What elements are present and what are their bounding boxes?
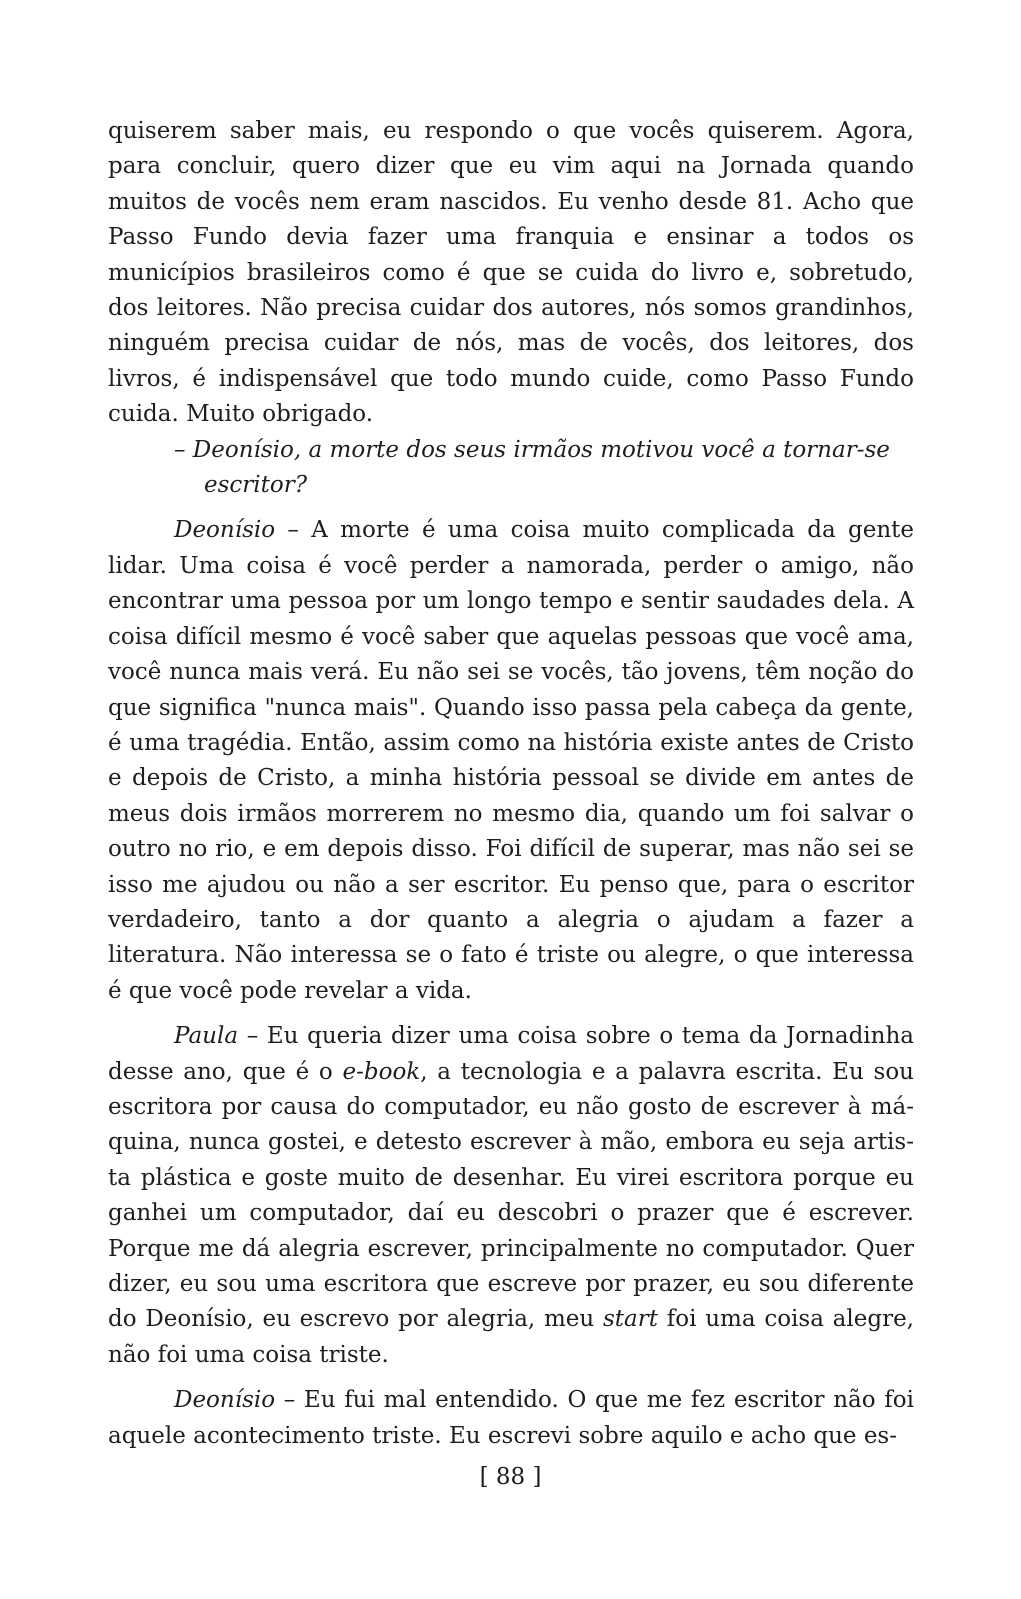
- speaker-name: Paula: [174, 1023, 239, 1050]
- answer-text: , a tecnologia e a palavra escrita. Eu sou escritora por causa do computador, eu não gosto de escrever à máquina, nunca gostei, e detesto escrever à mão, embora eu seja artista plástica e goste muito de desenhar. Eu virei escritora porque eu ganhei um computador, daí eu descobri o prazer que é escrever. Porque me dá alegria escrever, principalmente no computador. Quer dizer, eu sou uma escritora que escreve por prazer, eu sou diferente do Deonísio, eu escrevo por alegria, meu: [108, 1058, 914, 1333]
- paragraph-paula-answer: [108, 1019, 914, 1373]
- answer-text: – Eu queria dizer uma coisa sobre o tema da Jornadinha desse ano, que é o: [108, 1023, 914, 1085]
- answer-text: foi uma coisa alegre, não foi uma coisa triste.: [108, 1306, 914, 1368]
- paragraph-closing-remarks: quiserem saber mais, eu respondo o que vocês quiserem. Agora, para concluir, quero dizer que eu vim aqui na Jornada quando muitos de vocês nem eram nascidos. Eu venho desde 81. Acho que Passo Fundo devia fazer uma franquia e ensinar a todos os municípios brasileiros como é que se cuida do livro e, sobretudo, dos leitores. Não precisa cuidar dos autores, nós somos grandinhos, ninguém precisa cuidar de nós, mas de vocês, dos leitores, dos livros, é indispensável que todo mundo cuide, como Passo Fundo cuida. Muito obrigado.: [108, 118, 914, 428]
- emphasized-term: e-book: [342, 1058, 421, 1085]
- answer-text: – A morte é uma coisa muito complicada da gente lidar. Uma coisa é você perder a namorada, perder o amigo, não encontrar uma pessoa por um longo tempo e sentir saudades dela. A coisa difícil mesmo é você saber que aquelas pessoas que você ama, você nunca mais verá. Eu não sei se vocês, tão jovens, têm noção do que significa "nunca mais". Quando isso passa pela cabeça da gente, é uma tragédia. Então, assim como na história existe antes de Cristo e depois de Cristo, a minha história pessoal se divide em antes de meus dois irmãos morrerem no mesmo dia, quando um foi salvar o outro no rio, e em depois disso. Foi difícil de superar, mas não sei se isso me ajudou ou não a ser escritor. Eu penso que, para o escritor verdadeiro, tanto a dor quanto a alegria o ajudam a fazer a literatura. Não interessa se o fato é triste ou alegre, o que interessa é que você pode revelar a vida.: [108, 517, 914, 1004]
- speaker-name: Deonísio: [174, 517, 276, 544]
- emphasized-term: start: [603, 1306, 658, 1333]
- speaker-name: Deonísio: [174, 1387, 276, 1414]
- page-number: [ 88 ]: [479, 1464, 542, 1490]
- answer-text: – Eu fui mal entendido. O que me fez escritor não foi aquele acontecimento triste. Eu escrevi sobre aquilo e acho que es-: [108, 1387, 914, 1449]
- page-body: [108, 114, 914, 1454]
- paragraph-deonisio-answer: [108, 513, 914, 1009]
- interview-question: – Deonísio, a morte dos seus irmãos motivou você a tornar-se escritor?: [174, 436, 890, 499]
- paragraph-deonisio-reply: [108, 1383, 914, 1454]
